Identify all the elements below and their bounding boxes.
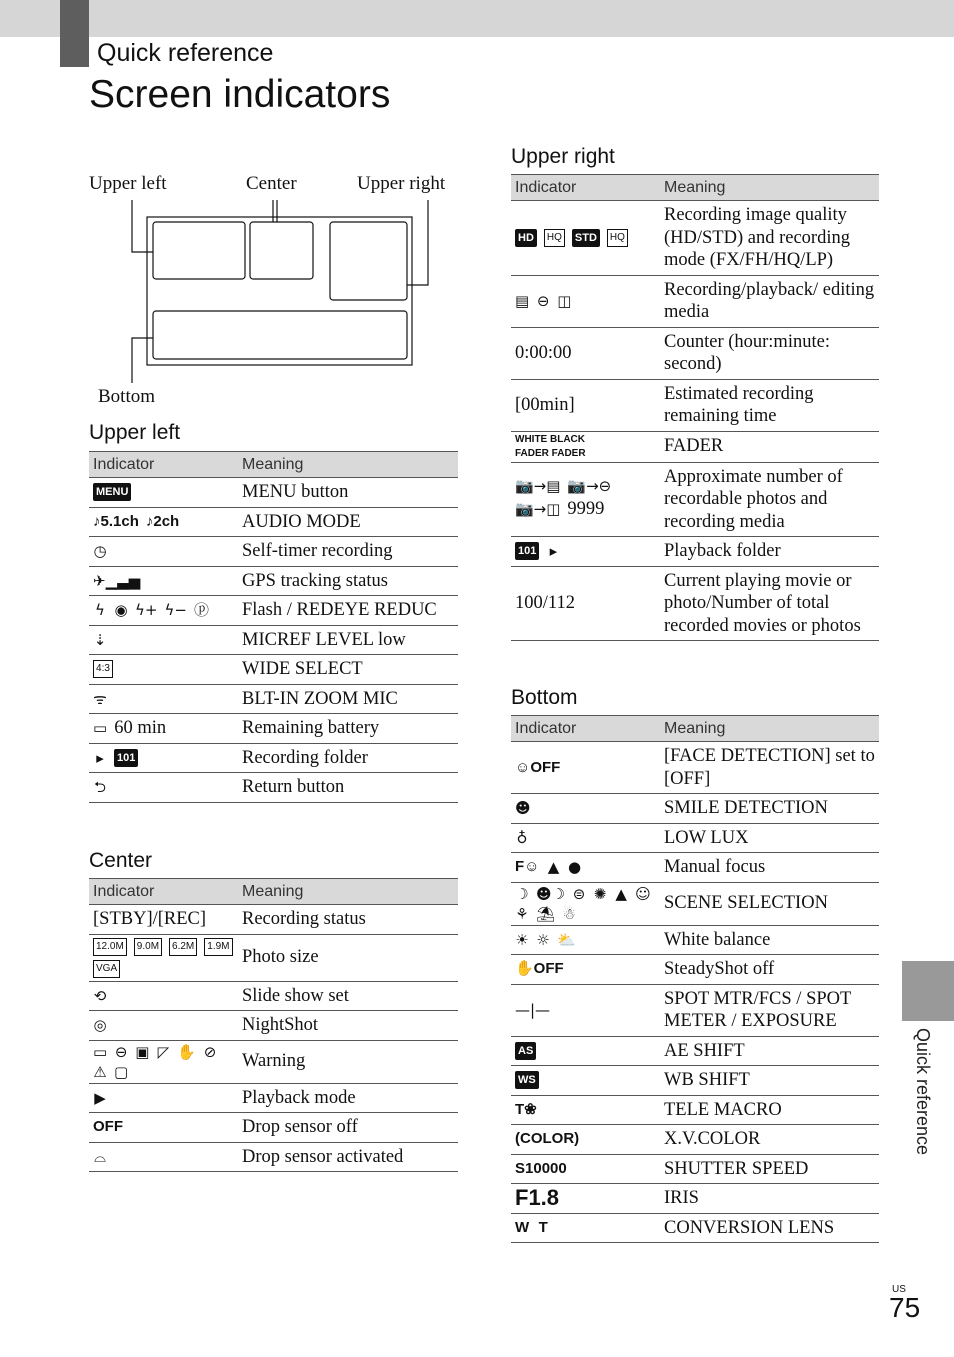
table-row <box>511 537 879 567</box>
meaning-cell: GPS tracking status <box>238 566 458 596</box>
table-row <box>511 1213 879 1243</box>
indicator-text: 9999 <box>567 499 605 519</box>
indicator-icons <box>93 1090 234 1106</box>
indicator-icon: ᯤ <box>93 689 107 708</box>
indicator-icon: 📷→⊖ <box>567 477 612 495</box>
table-row <box>511 925 879 955</box>
table-row <box>89 655 458 685</box>
indicator-icon: ▣ <box>135 1042 150 1061</box>
indicator-cell <box>511 794 660 824</box>
meaning-cell: CONVERSION LENS <box>660 1213 879 1243</box>
upper-right-heading: Upper right <box>511 145 615 168</box>
indicator-icon: ◉ <box>114 601 128 620</box>
meaning-column-header: Meaning <box>238 452 458 478</box>
indicator-icons <box>515 932 656 948</box>
table-row <box>511 431 879 462</box>
indicator-icon: ☃ <box>562 904 576 923</box>
meaning-cell: SCENE SELECTION <box>660 882 879 925</box>
indicator-icons <box>515 542 656 560</box>
meaning-cell: Photo size <box>238 934 458 981</box>
meaning-cell: TELE MACRO <box>660 1095 879 1125</box>
indicator-icon: ☼ <box>536 930 550 949</box>
table-row <box>511 984 879 1036</box>
indicator-icons <box>515 435 656 459</box>
meaning-cell: WB SHIFT <box>660 1066 879 1096</box>
indicator-icons <box>93 660 234 678</box>
table-row <box>511 1066 879 1096</box>
page-number: 75 <box>889 1292 921 1323</box>
indicator-cell <box>89 1011 238 1041</box>
meaning-cell: Current playing movie or photo/Number of total recorded movies or photos <box>660 566 879 641</box>
indicator-cell <box>511 1066 660 1096</box>
indicator-cell <box>89 1142 238 1172</box>
meaning-cell: Drop sensor activated <box>238 1142 458 1172</box>
table-row <box>89 1142 458 1172</box>
table-row <box>89 566 458 596</box>
indicator-text: 0:00:00 <box>515 342 572 363</box>
leader-bottom <box>132 338 153 383</box>
indicator-cell <box>89 537 238 567</box>
indicator-cell <box>511 201 660 276</box>
indicator-icons <box>515 1071 656 1089</box>
indicator-icon: OFF <box>93 1118 123 1136</box>
indicator-icon: VGA <box>93 960 120 978</box>
table-row <box>89 1083 458 1113</box>
indicator-icon: ⛅ <box>557 930 576 949</box>
indicator-cell <box>89 507 238 537</box>
bottom-area <box>153 311 407 359</box>
meaning-cell: MICREF LEVEL low <box>238 625 458 655</box>
indicator-icons <box>93 543 234 559</box>
indicator-icons <box>93 691 234 707</box>
indicator-icons <box>515 342 656 365</box>
meaning-cell: SMILE DETECTION <box>660 794 879 824</box>
indicator-icon: ● <box>567 858 582 877</box>
indicator-cell <box>89 684 238 714</box>
table-row <box>89 596 458 626</box>
table-row <box>511 201 879 276</box>
indicator-cell <box>511 984 660 1036</box>
meaning-cell: SPOT MTR/FCS / SPOT METER / EXPOSURE <box>660 984 879 1036</box>
indicator-icon: ▲ <box>547 858 560 877</box>
table-row <box>511 742 879 794</box>
indicator-cell <box>511 537 660 567</box>
indicator-column-header: Indicator <box>89 879 238 905</box>
meaning-cell: LOW LUX <box>660 823 879 853</box>
indicator-icon: ▲ <box>615 884 627 903</box>
table-row <box>511 882 879 925</box>
screen-layout-diagram <box>89 195 439 410</box>
indicator-icons <box>515 830 656 846</box>
indicator-icon: T <box>538 1218 548 1236</box>
indicator-cell <box>511 955 660 985</box>
indicator-icons <box>93 632 234 648</box>
indicator-icons <box>515 859 656 875</box>
table-row <box>89 537 458 567</box>
indicator-icon: ϟ <box>95 601 105 620</box>
indicator-icons <box>515 1042 656 1060</box>
meaning-cell: Remaining battery <box>238 714 458 744</box>
indicator-cell <box>89 905 238 935</box>
meaning-cell: FADER <box>660 431 879 462</box>
indicator-icons <box>515 886 656 922</box>
indicator-icon: T❀ <box>515 1100 537 1118</box>
indicator-icon: ▸ <box>549 542 558 561</box>
meaning-cell: White balance <box>660 925 879 955</box>
indicator-icon: ⛱ <box>536 904 556 923</box>
indicator-cell <box>511 566 660 641</box>
indicator-text: 100/112 <box>515 593 575 613</box>
indicator-icons <box>515 1185 656 1211</box>
indicator-icon: 6.2M <box>169 938 197 956</box>
center-area <box>250 222 313 279</box>
indicator-icon: ▤ <box>515 292 530 310</box>
indicator-cell <box>511 275 660 327</box>
indicator-icon: ☺ <box>635 884 651 903</box>
header-bar <box>0 0 954 37</box>
indicator-icon: 101 <box>114 749 138 767</box>
indicator-icons <box>515 1220 656 1236</box>
table-row <box>89 743 458 773</box>
meaning-cell: Flash / REDEYE REDUC <box>238 596 458 626</box>
table-row <box>89 478 458 508</box>
table-row <box>511 566 879 641</box>
indicator-cell <box>89 655 238 685</box>
table-row <box>511 955 879 985</box>
table-row <box>89 714 458 744</box>
meaning-cell: Playback folder <box>660 537 879 567</box>
meaning-cell: X.V.COLOR <box>660 1125 879 1155</box>
indicator-icon: ▢ <box>114 1062 129 1081</box>
indicator-icon: —|— <box>515 1001 551 1019</box>
indicator-cell <box>511 327 660 379</box>
indicator-icon: ⌓ <box>94 1147 106 1166</box>
meaning-cell: AE SHIFT <box>660 1036 879 1066</box>
indicator-cell <box>89 773 238 803</box>
meaning-cell: Slide show set <box>238 981 458 1011</box>
indicator-cell <box>89 934 238 981</box>
section-label: Quick reference <box>97 39 274 67</box>
indicator-icons <box>515 229 656 247</box>
indicator-icon: ⚠ <box>93 1062 107 1081</box>
indicator-cell <box>511 1184 660 1214</box>
indicator-cell <box>511 1036 660 1066</box>
indicator-text: [STBY]/[REC] <box>93 909 207 929</box>
diagram-label-center: Center <box>246 173 297 194</box>
indicator-icons <box>93 573 234 589</box>
meaning-cell: Warning <box>238 1040 458 1083</box>
indicator-icon: S10000 <box>515 1159 567 1177</box>
table-row <box>89 684 458 714</box>
table-row <box>511 853 879 883</box>
indicator-cell <box>89 1113 238 1143</box>
indicator-icon: ◸ <box>157 1042 170 1061</box>
table-row <box>89 773 458 803</box>
indicator-icon: 101 <box>515 542 539 560</box>
indicator-icons <box>93 749 234 767</box>
table-row <box>89 1011 458 1041</box>
indicator-icon: ▭ <box>93 1042 108 1061</box>
indicator-icon: ⊘ <box>203 1042 217 1061</box>
indicator-icon: 12.0M <box>93 938 127 956</box>
table-row <box>89 905 458 935</box>
indicator-icons <box>93 779 234 795</box>
upper-left-area <box>153 222 245 279</box>
indicator-icon: F☺ <box>515 858 540 876</box>
indicator-cell <box>89 566 238 596</box>
indicator-icon: ☽ <box>515 884 529 903</box>
indicator-cell <box>511 462 660 537</box>
meaning-cell: BLT-IN ZOOM MIC <box>238 684 458 714</box>
indicator-icons <box>93 1119 234 1135</box>
indicator-icons <box>515 1161 656 1177</box>
indicator-cell <box>89 625 238 655</box>
side-tab-label: Quick reference <box>913 1028 933 1156</box>
indicator-icon: HQ <box>544 229 565 247</box>
table-row <box>511 275 879 327</box>
indicator-cell <box>89 714 238 744</box>
upper-right-table <box>511 174 879 641</box>
meaning-cell: Recording/playback/ editing media <box>660 275 879 327</box>
indicator-column-header: Indicator <box>511 175 660 201</box>
indicator-icons <box>515 1131 656 1147</box>
indicator-icons <box>93 908 234 931</box>
indicator-icon: ☻ <box>515 799 531 818</box>
meaning-cell: Return button <box>238 773 458 803</box>
indicator-icon: ▸ <box>96 748 104 767</box>
bottom-table <box>511 715 879 1243</box>
indicator-icons <box>515 800 656 816</box>
indicator-cell <box>511 853 660 883</box>
table-row <box>511 794 879 824</box>
indicator-icons <box>515 293 656 309</box>
indicator-icons <box>515 1102 656 1118</box>
indicator-icon: MENU <box>93 483 131 501</box>
indicator-icon: ♪2ch <box>145 512 180 530</box>
bottom-heading: Bottom <box>511 686 578 709</box>
indicator-cell <box>511 1213 660 1243</box>
indicator-icon: 1.9M <box>204 938 232 956</box>
indicator-icon: ☀ <box>515 930 529 949</box>
meaning-cell: Estimated recording remaining time <box>660 379 879 431</box>
indicator-icons <box>515 478 656 521</box>
indicator-icons <box>93 988 234 1004</box>
indicator-icon: HD <box>515 229 537 247</box>
indicator-icon: ϟ− <box>164 601 187 620</box>
indicator-icon: ☻☽ <box>536 884 566 903</box>
indicator-cell <box>511 1154 660 1184</box>
indicator-icon: ⟲ <box>93 986 107 1005</box>
indicator-icons <box>93 938 234 978</box>
indicator-icon: ⓟ <box>193 601 209 620</box>
page-title: Screen indicators <box>89 73 391 116</box>
meaning-column-header: Meaning <box>660 175 879 201</box>
indicator-cell <box>511 1095 660 1125</box>
meaning-cell: MENU button <box>238 478 458 508</box>
indicator-icon: ✋OFF <box>515 960 564 978</box>
meaning-cell: [FACE DETECTION] set to [OFF] <box>660 742 879 794</box>
indicator-icon: ✋ <box>177 1042 197 1061</box>
indicator-icon: WS <box>515 1071 539 1089</box>
screen-frame <box>147 217 412 365</box>
indicator-text: [00min] <box>515 394 575 415</box>
leader-upper-right <box>407 200 428 285</box>
indicator-icon: ϟ+ <box>135 601 158 620</box>
indicator-icon: 4:3 <box>93 660 113 678</box>
table-row <box>511 1036 879 1066</box>
indicator-icon: ◎ <box>93 1016 107 1035</box>
meaning-cell: Approximate number of recordable photos and recording media <box>660 462 879 537</box>
indicator-icons <box>93 514 234 530</box>
page-region-code: US <box>892 1284 906 1295</box>
indicator-icons <box>515 592 656 615</box>
indicator-icon: 📷→▤ <box>515 477 561 495</box>
indicator-cell <box>89 1040 238 1083</box>
indicator-cell <box>89 743 238 773</box>
indicator-text: 60 min <box>114 718 167 738</box>
indicator-icon: F1.8 <box>515 1185 560 1211</box>
indicator-icons <box>93 717 234 740</box>
upper-right-area <box>330 222 407 300</box>
indicator-icons <box>93 483 234 501</box>
indicator-icons <box>93 602 234 618</box>
indicator-cell <box>89 981 238 1011</box>
indicator-icons <box>93 1149 234 1165</box>
leader-upper-left <box>132 200 153 252</box>
meaning-cell: NightShot <box>238 1011 458 1041</box>
indicator-column-header: Indicator <box>511 716 660 742</box>
center-heading: Center <box>89 849 153 872</box>
meaning-cell: Counter (hour:minute: second) <box>660 327 879 379</box>
indicator-icon: ⊜ <box>572 884 586 903</box>
meaning-cell: Drop sensor off <box>238 1113 458 1143</box>
indicator-cell <box>511 823 660 853</box>
indicator-icons <box>515 1002 656 1018</box>
indicator-icon: 9.0M <box>134 938 162 956</box>
indicator-icon: ⇣ <box>93 630 107 649</box>
indicator-cell <box>89 596 238 626</box>
diagram-label-upper-left: Upper left <box>89 173 167 194</box>
indicator-icon: FADER FADER <box>515 447 586 459</box>
table-row <box>511 823 879 853</box>
table-row <box>511 379 879 431</box>
meaning-cell: Recording folder <box>238 743 458 773</box>
indicator-icon: ▶ <box>94 1088 106 1107</box>
indicator-cell <box>511 379 660 431</box>
indicator-cell <box>511 742 660 794</box>
indicator-icon: STD <box>572 229 600 247</box>
indicator-icons <box>515 961 656 977</box>
diagram-label-upper-right: Upper right <box>357 173 446 194</box>
meaning-column-header: Meaning <box>238 879 458 905</box>
indicator-icon: ♪5.1ch <box>93 512 139 530</box>
upper-left-table <box>89 451 458 803</box>
meaning-cell: SHUTTER SPEED <box>660 1154 879 1184</box>
indicator-icon: ⊖ <box>536 292 550 310</box>
indicator-cell <box>511 925 660 955</box>
indicator-icon: (COLOR) <box>515 1130 580 1148</box>
table-row <box>511 1184 879 1214</box>
indicator-icon: ◫ <box>557 292 572 310</box>
indicator-cell <box>511 882 660 925</box>
section-tab-marker <box>60 0 89 67</box>
table-row <box>89 1040 458 1083</box>
indicator-icons <box>515 394 656 417</box>
indicator-cell <box>511 431 660 462</box>
table-row <box>511 1095 879 1125</box>
indicator-icon: WHITE BLACK <box>515 433 585 445</box>
meaning-cell: Recording status <box>238 905 458 935</box>
indicator-icons <box>93 1044 234 1080</box>
indicator-cell <box>511 1125 660 1155</box>
meaning-cell: WIDE SELECT <box>238 655 458 685</box>
indicator-cell <box>89 478 238 508</box>
indicator-column-header: Indicator <box>89 452 238 478</box>
indicator-icon: ⮌ <box>93 778 106 797</box>
meaning-cell: Manual focus <box>660 853 879 883</box>
table-row <box>89 981 458 1011</box>
indicator-icon: ⊖ <box>114 1042 128 1061</box>
table-row <box>89 1113 458 1143</box>
meaning-cell: Recording image quality (HD/STD) and recording mode (FX/FH/HQ/LP) <box>660 201 879 276</box>
meaning-cell: AUDIO MODE <box>238 507 458 537</box>
indicator-icon: 📷→◫ <box>515 500 561 519</box>
indicator-icon: ♁ <box>516 828 528 847</box>
diagram-label-bottom: Bottom <box>98 386 156 407</box>
indicator-icon: ⚘ <box>515 904 529 923</box>
indicator-icons <box>515 760 656 776</box>
table-row <box>89 625 458 655</box>
indicator-icon: ◷ <box>93 542 107 561</box>
indicator-icon: ✺ <box>593 884 607 903</box>
indicator-icon: ✈▁▃▅ <box>93 571 141 590</box>
meaning-cell: IRIS <box>660 1184 879 1214</box>
indicator-icon: HQ <box>607 229 628 247</box>
table-row <box>89 934 458 981</box>
meaning-cell: SteadyShot off <box>660 955 879 985</box>
table-row <box>511 1154 879 1184</box>
table-row <box>89 507 458 537</box>
center-table <box>89 878 458 1172</box>
indicator-icon: W <box>515 1218 530 1236</box>
indicator-icons <box>93 1017 234 1033</box>
meaning-cell: Playback mode <box>238 1083 458 1113</box>
indicator-icon: ☺OFF <box>515 758 561 776</box>
side-section-tab <box>902 961 954 1021</box>
table-row <box>511 327 879 379</box>
indicator-cell <box>89 1083 238 1113</box>
table-row <box>511 1125 879 1155</box>
meaning-column-header: Meaning <box>660 716 879 742</box>
meaning-cell: Self-timer recording <box>238 537 458 567</box>
indicator-icon: AS <box>515 1042 536 1060</box>
table-row <box>511 462 879 537</box>
indicator-icon: ▭ <box>93 719 108 738</box>
upper-left-heading: Upper left <box>89 421 181 444</box>
